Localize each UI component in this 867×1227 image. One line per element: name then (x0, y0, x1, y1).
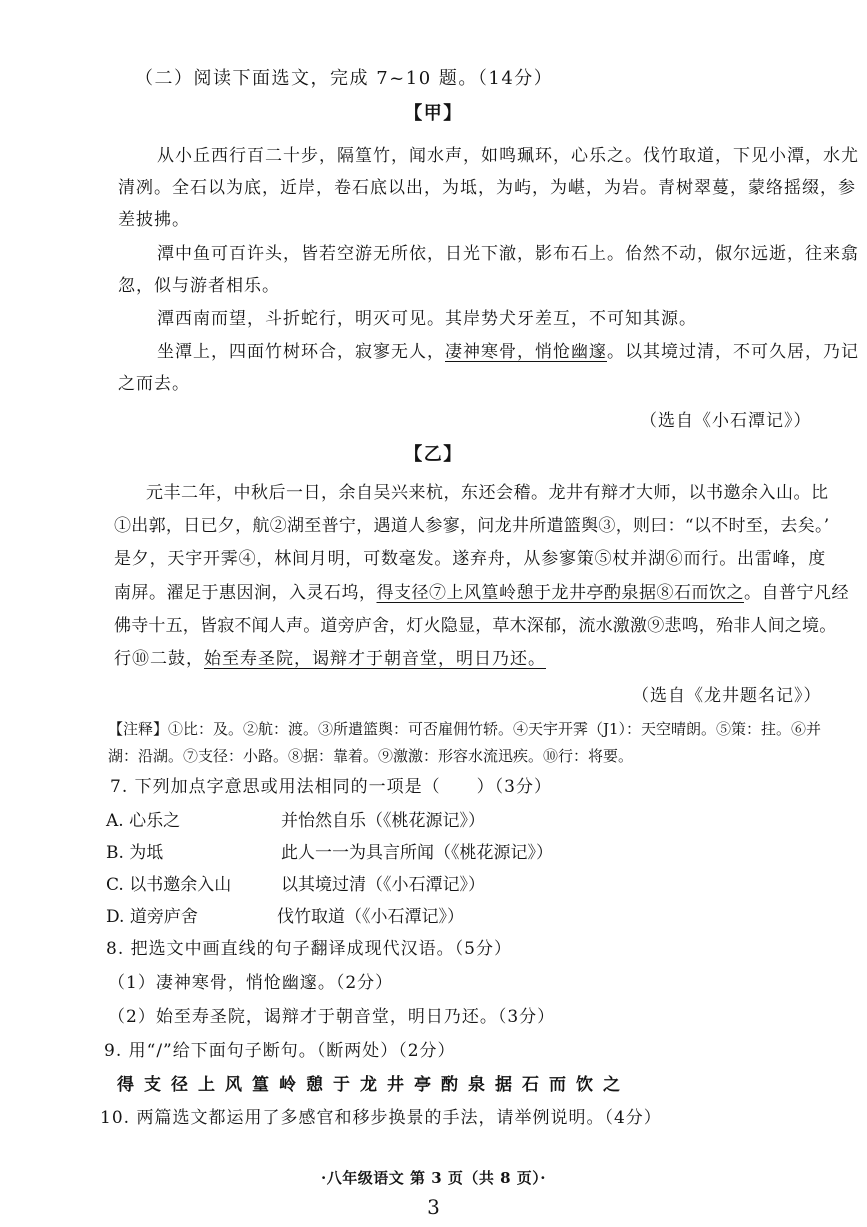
q7-option-b-compare: 此人一一为具言所闻（《桃花源记》） (281, 843, 553, 863)
passage-b-line-underlined (114, 582, 849, 604)
passage-a-label: 【甲】 (404, 103, 463, 124)
notes-line: 【注释】①比：及。②航：渡。③所遣篮舆：可否雇佣竹轿。④天宇开霁（J1）：天空晴朗。⑤策：拄。⑥并 (108, 720, 822, 738)
q7-option-d: D. 道旁庐舍 (106, 907, 198, 927)
passage-a-text: 坐潭上，四面竹树环合，寂寥无人， (157, 342, 445, 362)
passage-a-line: 潭西南而望，斗折蛇行，明灭可见。其岸势犬牙差互，不可知其源。 (157, 309, 697, 329)
underlined-sentence: 凄神寒骨，悄怆幽邃 (445, 342, 607, 362)
question-8-item: （2）始至寿圣院，谒辩才于朝音堂，明日乃还。（3分） (108, 1007, 556, 1027)
q7-option-b: B. 为坻 (106, 843, 164, 863)
passage-b-line: 佛寺十五，皆寂不闻人声。道旁庐舍，灯火隐显，草木深郁，流水激激⑨悲鸣，殆非人间之境。 (114, 616, 837, 636)
page-number: 3 (427, 1195, 440, 1219)
passage-b-line: ①出郭，日已夕，航②湖至普宁，遇道人参寥，问龙井所遣篮舆③，则曰：“以不时至，去矣。’ (114, 516, 830, 536)
passage-a-line: 差披拂。 (118, 210, 190, 230)
page-footer: ·八年级语文 第 3 页（共 8 页）· (321, 1169, 546, 1187)
notes-line: 湖：沿湖。⑦支径：小路。⑧据：靠着。⑨激激：形容水流迅疾。⑩行：将要。 (108, 747, 634, 765)
q7-option-a-compare: 并怡然自乐（《桃花源记》） (281, 811, 485, 831)
question-7-stem: 7. 下列加点字意思或用法相同的一项是（ ）（3分） (110, 777, 552, 797)
passage-a-line: 之而去。 (118, 374, 190, 394)
question-9-sentence: 得支径上风篁岭憩于龙井亭酌泉据石而饮之 (117, 1075, 630, 1095)
passage-a-line: 清冽。全石以为底，近岸，卷石底以出，为坻，为屿，为嵁，为岩。青树翠蔓，蒙络摇缀，参 (118, 178, 856, 198)
passage-b-line: 元丰二年，中秋后一日，余自吴兴来杭，东还会稽。龙井有辩才大师，以书邀余入山。比 (146, 483, 829, 503)
passage-b-text: 南屏。濯足于惠因涧，入灵石坞， (114, 583, 377, 603)
question-8-item: （1）凄神寒骨，悄怆幽邃。（2分） (108, 973, 394, 993)
passage-a-text: 。以其境过清，不可久居，乃记 (607, 342, 859, 362)
passage-b-label: 【乙】 (404, 444, 463, 465)
passage-b-source: （选自《龙井题名记》） (632, 686, 822, 706)
passage-a-line: 忽，似与游者相乐。 (118, 276, 280, 296)
q7-option-c: C. 以书邀余入山 (106, 875, 232, 895)
section-heading: （二）阅读下面选文，完成 7~10 题。（14分） (135, 68, 554, 89)
q7-option-d-compare: 伐竹取道（《小石潭记》） (277, 907, 464, 927)
question-9-stem: 9. 用“/”给下面句子断句。（断两处）（2分） (104, 1041, 456, 1061)
q7-option-c-compare: 以其境过清（《小石潭记》） (281, 875, 485, 895)
passage-b-line: 是夕，天宇开霁④，林间月明，可数毫发。遂弃舟，从参寥策⑤杖并湖⑥而行。出雷峰，度 (114, 549, 826, 569)
passage-a-source: （选自《小石潭记》） (640, 411, 812, 431)
underlined-sentence: 得支径⑦上风篁岭憩于龙井亭酌泉据⑧石而饮之 (376, 583, 744, 603)
passage-a-line: 从小丘西行百二十步，隔篁竹，闻水声，如鸣珮环，心乐之。伐竹取道，下见小潭，水尤 (157, 146, 859, 166)
question-8-stem: 8. 把选文中画直线的句子翻译成现代汉语。（5分） (106, 939, 512, 959)
passage-b-text: 。自普宁凡经 (744, 583, 849, 603)
q7-option-a: A. 心乐之 (106, 811, 181, 831)
passage-b-text: 行⑩二鼓， (114, 649, 204, 669)
question-10-stem: 10. 两篇选文都运用了多感官和移步换景的手法，请举例说明。（4分） (100, 1108, 662, 1128)
passage-b-line-underlined (114, 648, 546, 670)
passage-a-line: 潭中鱼可百许头，皆若空游无所依，日光下澈，影布石上。佁然不动，俶尔远逝，往来翕 (157, 244, 859, 264)
passage-a-last-line (157, 341, 859, 363)
underlined-sentence: 始至寿圣院，谒辩才于朝音堂，明日乃还。 (204, 649, 546, 669)
